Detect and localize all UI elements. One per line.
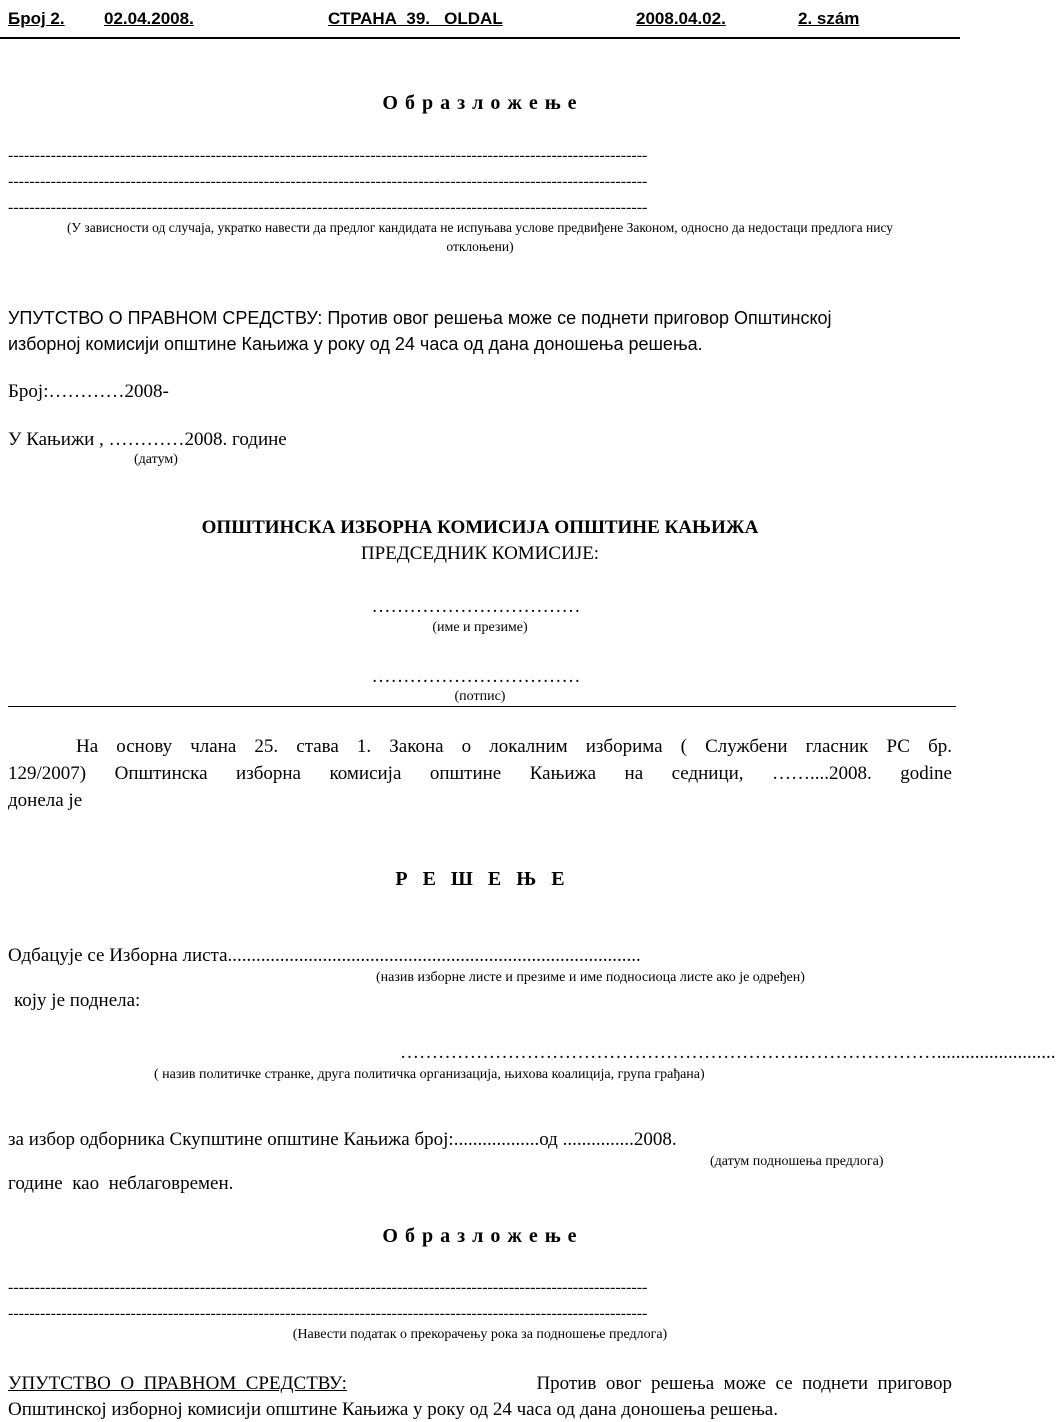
intro-text: донела је <box>8 790 83 811</box>
dash-line: ------------------------------------------------------------------------------------------------------------------------ <box>8 173 648 190</box>
header-page: СТРАНА 39. OLDAL <box>328 9 503 28</box>
dash-line: ------------------------------------------------------------------------------------------------------------------------ <box>8 199 648 216</box>
dash-line: ------------------------------------------------------------------------------------------------------------------------ <box>8 1305 648 1322</box>
late-note: (Навести податак о прекорачењу рока за подношење предлога) <box>292 1327 668 1342</box>
issue-number-hu: 2. szám <box>798 9 860 28</box>
submitted-by: коју је поднела: <box>14 990 141 1011</box>
issue-number: Број 2. <box>8 9 65 28</box>
date-note: (датум) <box>134 452 178 467</box>
place-date: У Кањижи , …………2008. године <box>8 429 287 450</box>
section-divider <box>8 706 956 707</box>
intro-text: 129/2007) Општинска изборна комисија општине Кањижа на седници, ……....2008. godine <box>8 763 952 784</box>
remedy-text: Општинској изборној комисији општине Кањижа у року од 24 часа од дана доношења решења. <box>8 1399 778 1420</box>
submit-date-note: (датум подношења предлога) <box>710 1154 884 1169</box>
dash-line: ------------------------------------------------------------------------------------------------------------------------ <box>8 147 648 164</box>
section-heading: О б р а з л о ж е њ е <box>382 92 578 114</box>
president-title: ПРЕДСЕДНИК КОМИСИЈЕ: <box>360 543 600 564</box>
document-number: Број:…………2008- <box>8 381 169 402</box>
header-date-hu: 2008.04.02. <box>636 9 726 28</box>
header-date: 02.04.2008. <box>104 9 194 28</box>
decision-heading: Р Е Ш Е Њ Е <box>395 868 565 890</box>
page-header <box>0 0 960 40</box>
commission-name: ОПШТИНСКА ИЗБОРНА КОМИСИЈА ОПШТИНЕ КАЊИЖА <box>201 517 759 538</box>
late-line: године као неблаговремен. <box>8 1173 234 1194</box>
remedy-label: УПУТСТВО О ПРАВНОМ СРЕДСТВУ: <box>8 1373 347 1394</box>
party-note: ( назив политичке странке, друга политичка организација, њихова коалиција, група грађана) <box>154 1067 705 1082</box>
name-note: (име и презиме) <box>432 620 528 635</box>
signature-note: (потпис) <box>454 689 506 704</box>
signature-dots: …………………………… <box>371 666 581 687</box>
remedy-text: УПУТСТВО О ПРАВНОМ СРЕДСТВУ: Против овог решења може се поднети приговор Општинској <box>8 308 832 328</box>
section-heading: О б р а з л о ж е њ е <box>382 1225 578 1247</box>
header-rule <box>0 37 960 39</box>
note-line: (У зависности од случаја, укратко навести да предлог кандидата не испуњава услове предвиђене Законом, односно да недостаци предлога нису <box>66 220 894 235</box>
note-line: отклоњени) <box>446 239 514 254</box>
election-line: за избор одборника Скупштине општине Кањижа број:..................од ...............2008. <box>8 1129 677 1150</box>
name-dots: …………………………… <box>371 596 581 617</box>
remedy-line <box>8 1373 952 1395</box>
remedy-text: Против овог решења може се поднети приговор <box>531 1373 952 1394</box>
dash-line: ------------------------------------------------------------------------------------------------------------------------ <box>8 1279 648 1296</box>
list-note: (назив изборне листе и презиме и име подносиоца листе ако је одређен) <box>376 970 805 985</box>
intro-text: На основу члана 25. става 1. Закона о локалним изборима ( Службени гласник РС бр. <box>76 736 952 757</box>
party-dots: ……………………………………………………….…………………......................... <box>400 1042 1056 1063</box>
reject-line: Одбацује се Изборна листа....................................................................................... <box>8 945 641 966</box>
remedy-text: изборној комисији општине Кањижа у року од 24 часа од дана доношења решења. <box>8 334 703 354</box>
